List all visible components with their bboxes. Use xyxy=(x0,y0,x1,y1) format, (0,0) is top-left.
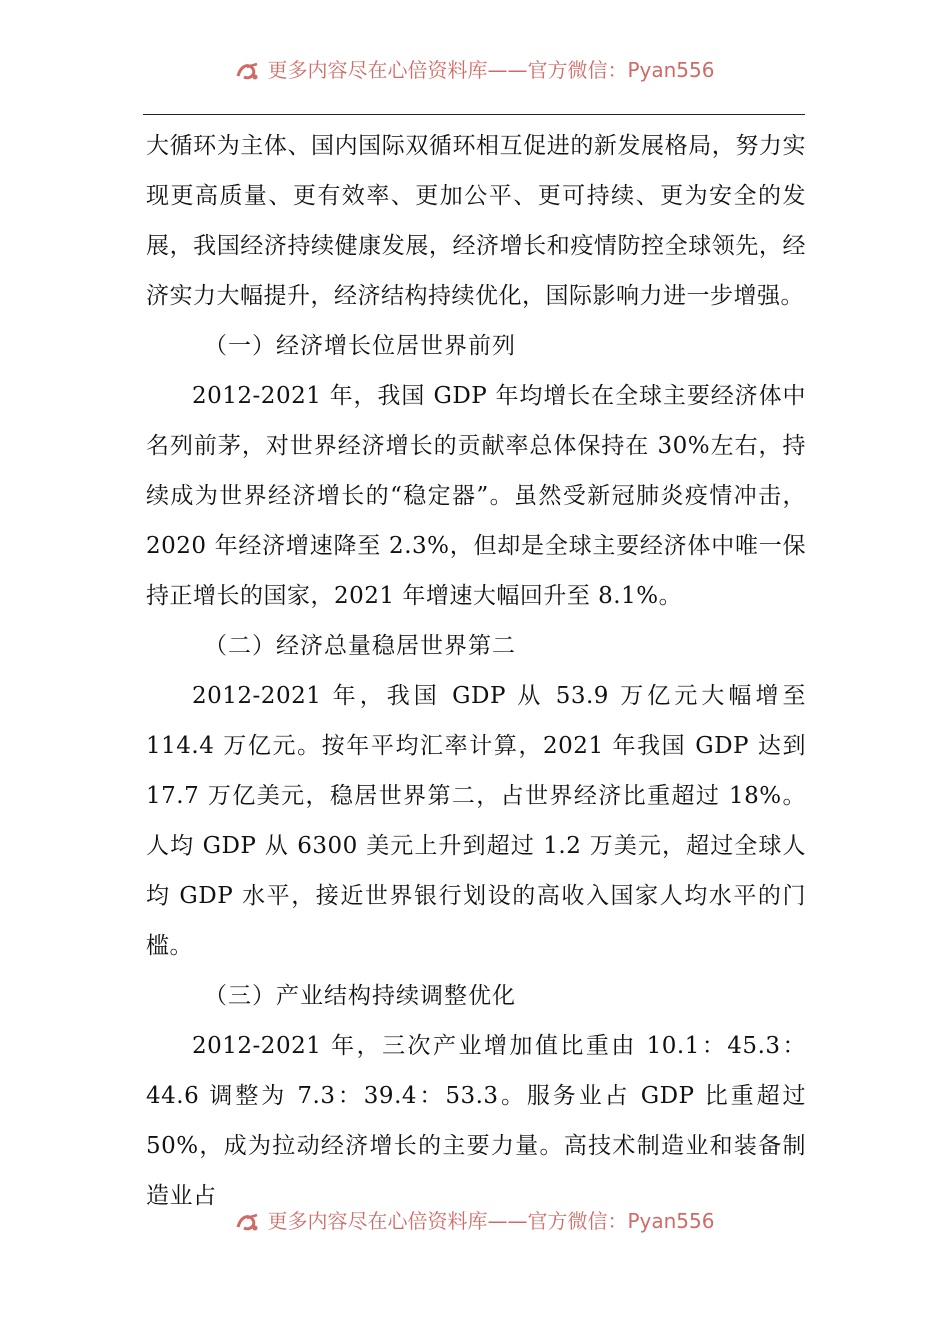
watermark-logo-icon xyxy=(235,61,261,83)
section3-heading: （三）产业结构持续调整优化 xyxy=(204,983,516,1009)
section3-paragraph: 2012-2021 年，三次产业增加值比重由 10.1：45.3：44.6 调整为 7.3：39.4：53.3。服务业占 GDP 比重超过 50%，成为拉动经济增长的主要力量。高技术制造业和装备制造业占 xyxy=(146,1033,806,1209)
section2-paragraph: 2012-2021 年，我国 GDP 从 53.9 万亿元大幅增至 114.4 万亿元。按年平均汇率计算，2021 年我国 GDP 达到 17.7 万亿美元，稳居世界第二，占世界经济比重超过 18%。人均 GDP 从 6300 美元上升到超过 1.2 万美元，超过全球人均 GDP 水平，接近世界银行划设的高收入国家人均水平的门槛。 xyxy=(146,683,806,959)
section2-heading: （二）经济总量稳居世界第二 xyxy=(204,633,516,659)
watermark-logo-icon xyxy=(235,1212,261,1234)
watermark-top xyxy=(0,55,950,85)
watermark-bottom-text: 更多内容尽在心倍资料库——官方微信：Pyan556 xyxy=(267,1209,715,1233)
section1-paragraph: 2012-2021 年，我国 GDP 年均增长在全球主要经济体中名列前茅，对世界经济增长的贡献率总体保持在 30%左右，持续成为世界经济增长的“稳定器”。虽然受新冠肺炎疫情冲击，2020 年经济增速降至 2.3%，但却是全球主要经济体中唯一保持正增长的国家，2021 年增速大幅回升至 8.1%。 xyxy=(146,383,806,609)
watermark-bottom xyxy=(0,1206,950,1236)
paragraph-continued: 大循环为主体、国内国际双循环相互促进的新发展格局，努力实现更高质量、更有效率、更加公平、更可持续、更为安全的发展，我国经济持续健康发展，经济增长和疫情防控全球领先，经济实力大幅提升，经济结构持续优化，国际影响力进一步增强。 xyxy=(146,133,806,309)
header-rule xyxy=(143,114,805,115)
document-body xyxy=(146,121,806,1221)
watermark-top-text: 更多内容尽在心倍资料库——官方微信：Pyan556 xyxy=(267,58,715,82)
section1-heading: （一）经济增长位居世界前列 xyxy=(204,333,516,359)
